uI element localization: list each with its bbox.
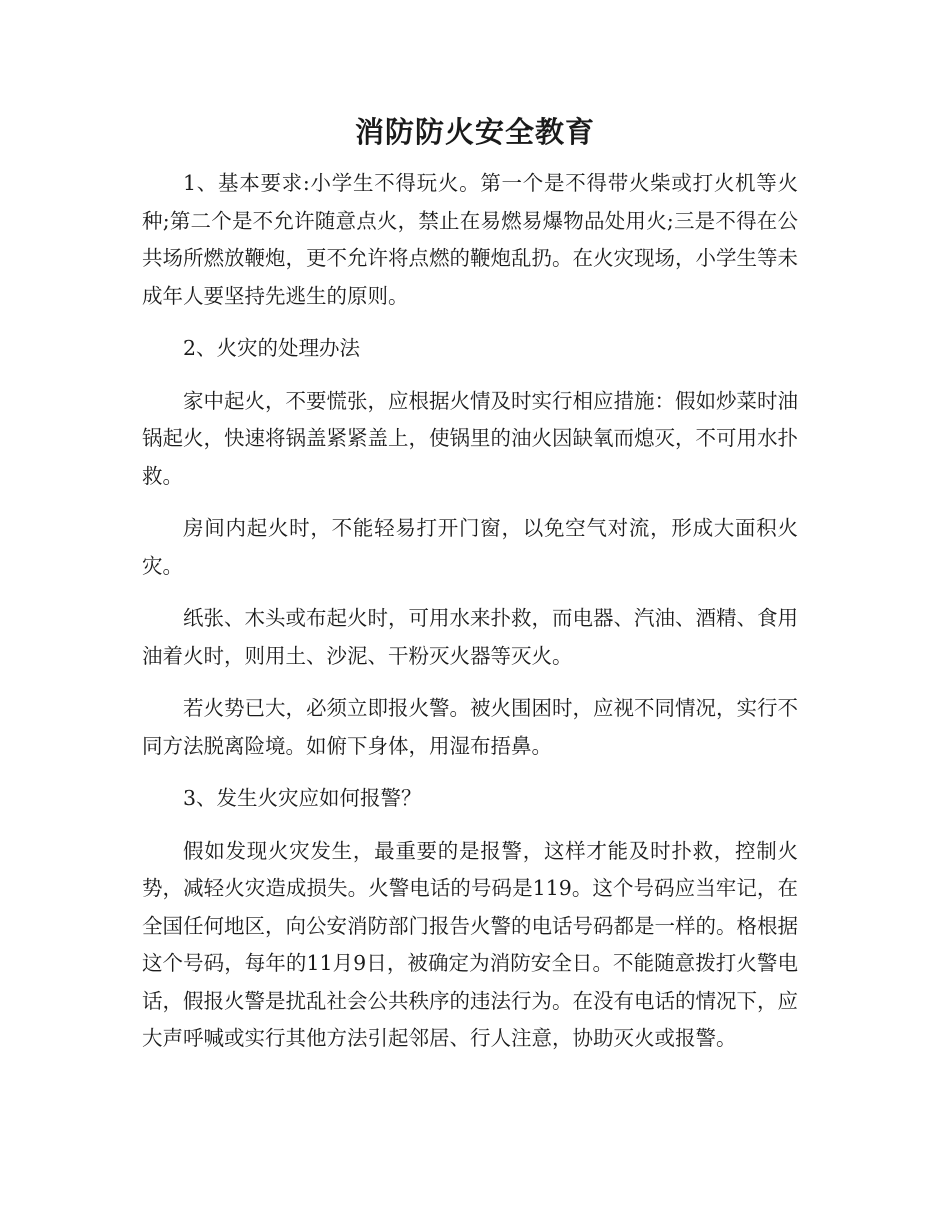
heading-how-to-report: 3、发生火灾应如何报警？: [183, 786, 422, 810]
paragraph-materials-fire: 纸张、木头或布起火时，可用水来扑救，而电器、汽油、酒精、食用油着火时，则用土、沙泥、干粉灭火器等灭火。: [142, 606, 798, 668]
paragraph-report-fire: 假如发现火灾发生，最重要的是报警，这样才能及时扑救，控制火势，减轻火灾造成损失。火警电话的号码是119。这个号码应当牢记，在全国任何地区，向公安消防部门报告火警的电话号码都是一样的。格根据这个号码，每年的11月9日，被确定为消防安全日。不能随意拨打火警电话，假报火警是扰乱社会公共秩序的违法行为。在没有电话的情况下，应大声呼喊或实行其他方法引起邻居、行人注意，协助灭火或报警。: [142, 838, 798, 1050]
paragraph-room-fire: 房间内起火时，不能轻易打开门窗，以免空气对流，形成大面积火灾。: [142, 516, 798, 578]
paragraph-kitchen-fire: 家中起火，不要慌张，应根据火情及时实行相应措施：假如炒菜时油锅起火，快速将锅盖紧紧盖上，使锅里的油火因缺氧而熄灭，不可用水扑救。: [142, 388, 798, 488]
heading-fire-handling: 2、火灾的处理办法: [183, 336, 361, 360]
document-body: [142, 165, 798, 1073]
document-title: 消防防火安全教育: [354, 115, 595, 149]
paragraph-basic-requirements: 1、基本要求:小学生不得玩火。第一个是不得带火柴或打火机等火种;第二个是不允许随意点火，禁止在易燃易爆物品处用火;三是不得在公共场所燃放鞭炮，更不允许将点燃的鞭炮乱扔。在火灾现场，小学生等未成年人要坚持先逃生的原则。: [142, 171, 798, 308]
paragraph-large-fire: 若火势已大，必须立即报火警。被火围困时，应视不同情况，实行不同方法脱离险境。如俯下身体，用湿布捂鼻。: [142, 696, 798, 758]
